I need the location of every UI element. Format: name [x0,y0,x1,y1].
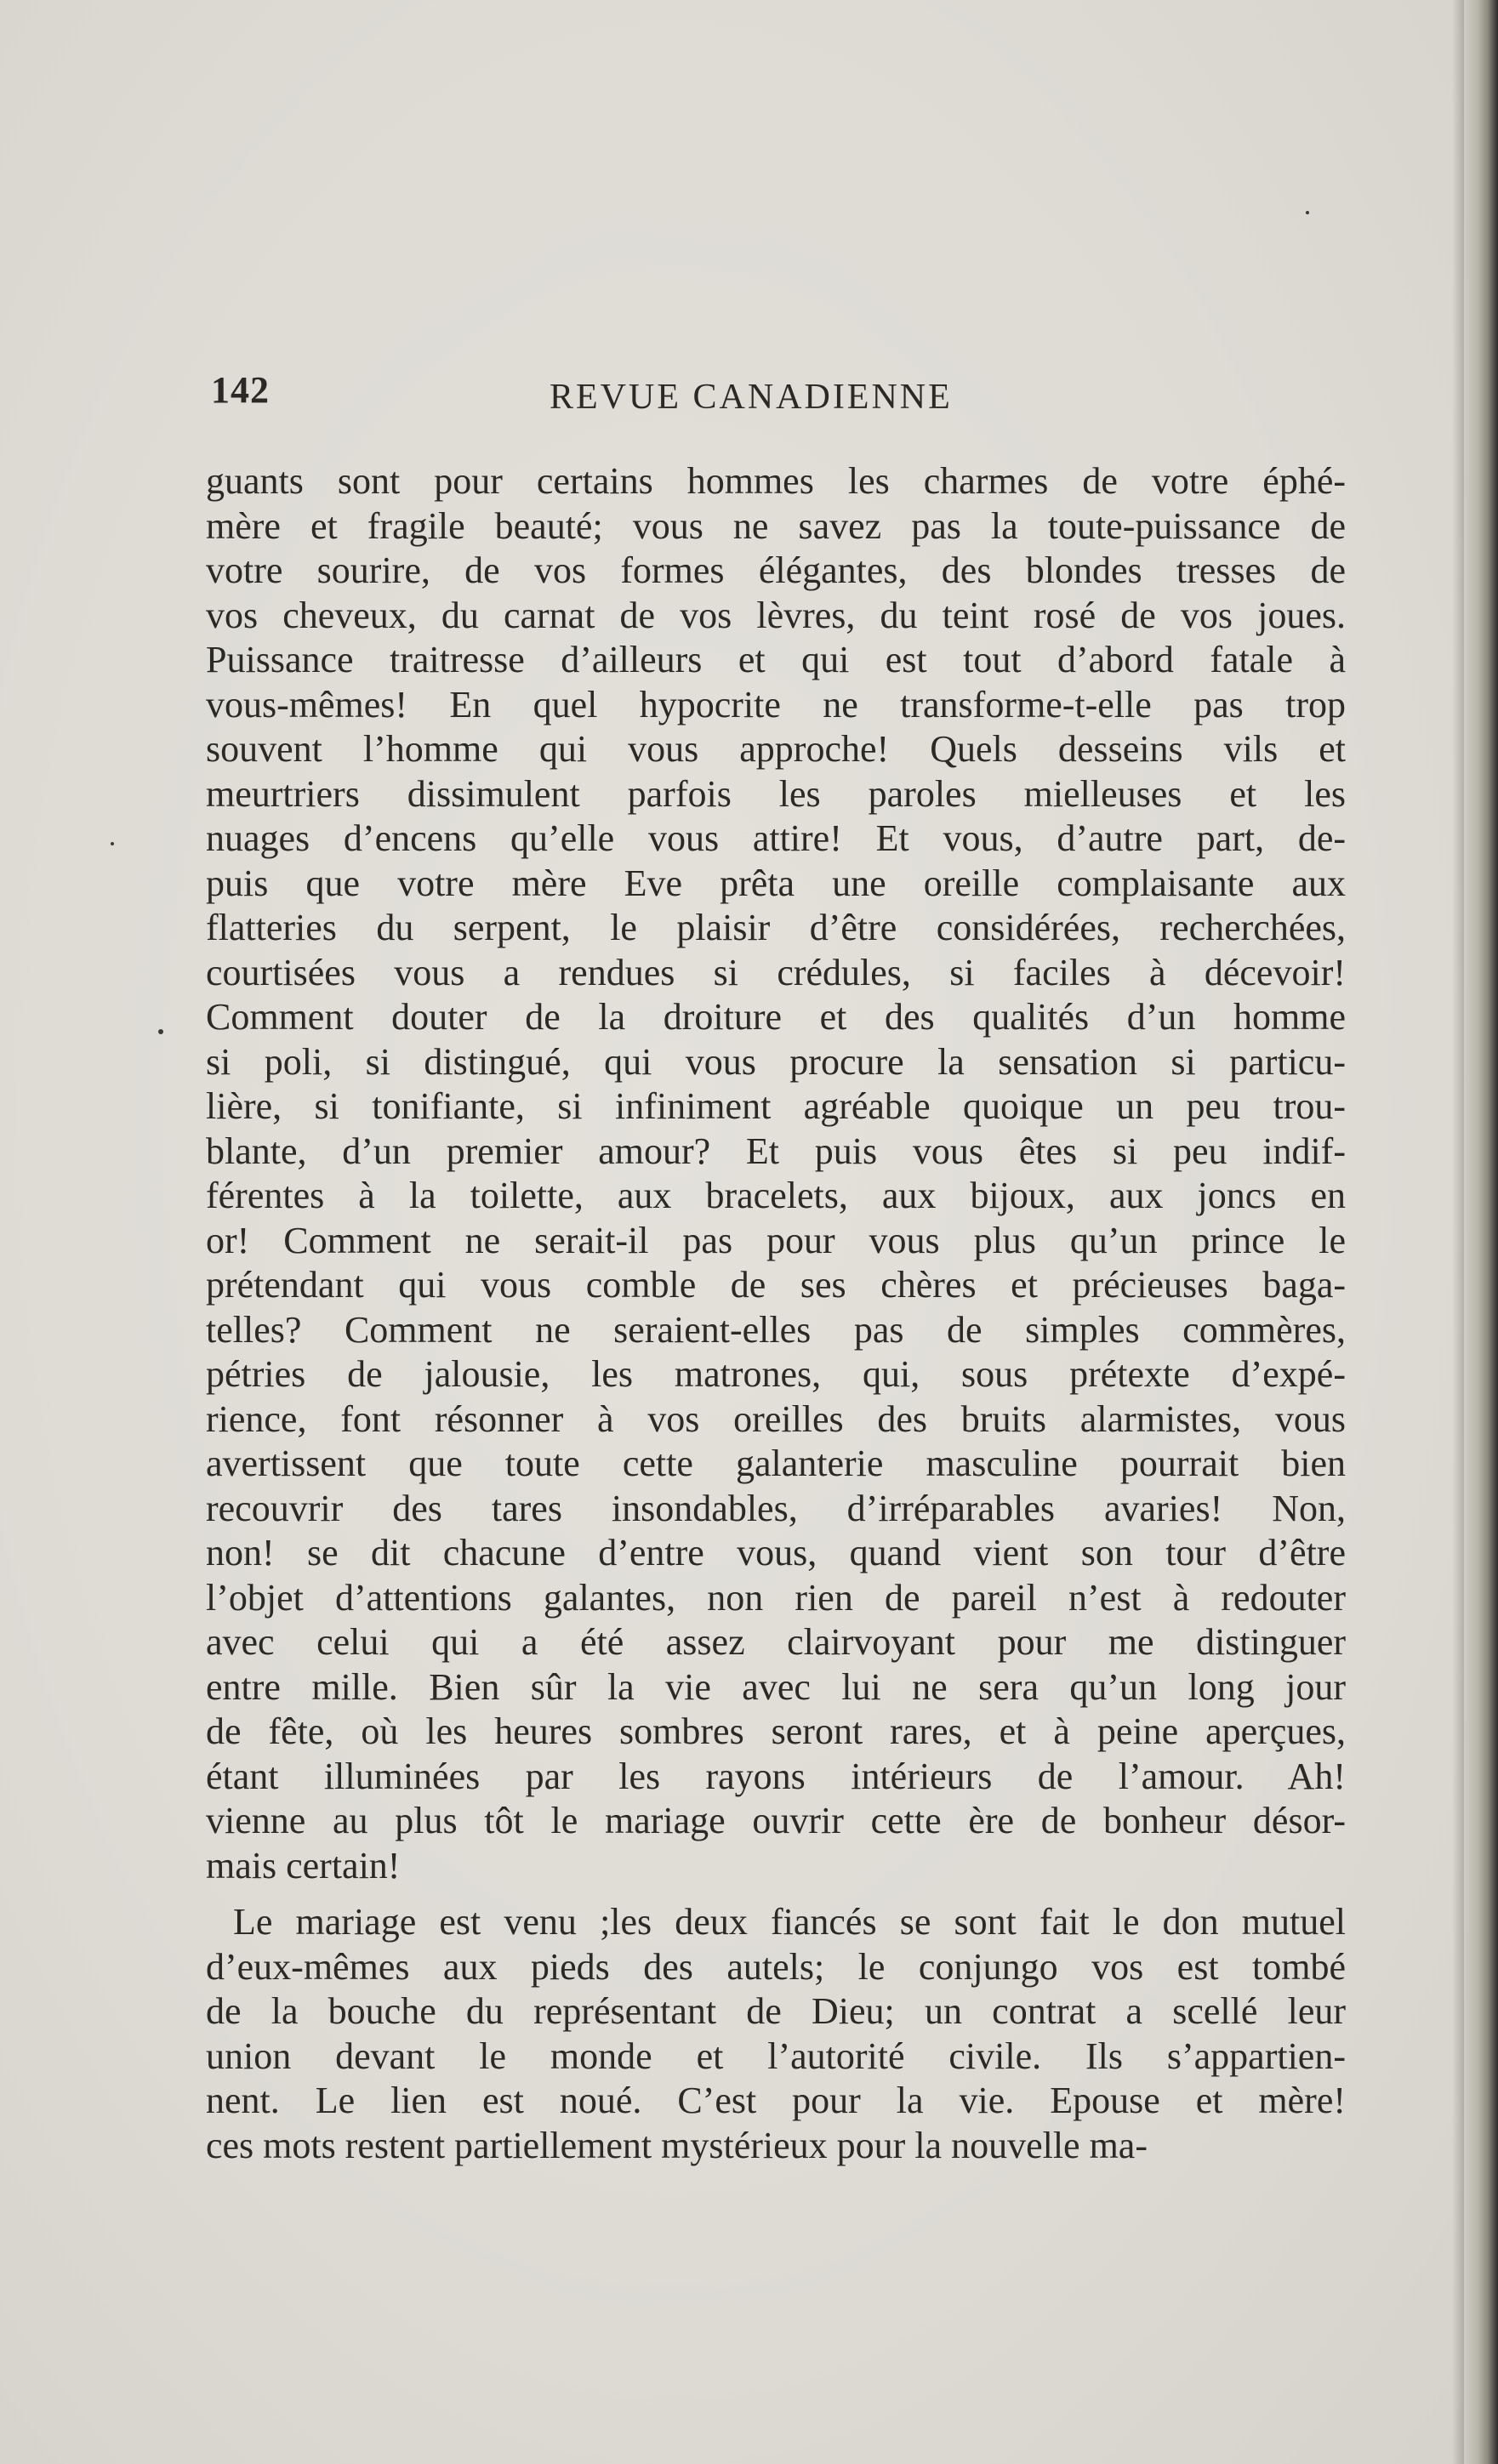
running-title: REVUE CANADIENNE [550,378,953,417]
text-line: telles? Comment ne seraient-elles pas de simples commères, [206,1308,1346,1351]
page-fold-shadow [1452,0,1464,2464]
text-line: avec celui qui a été assez clairvoyant pour me distinguer [206,1621,1346,1663]
paragraph-gap [206,1888,1346,1900]
text-line: vous-mêmes! En quel hypocrite ne transforme-t-elle pas trop [206,683,1346,726]
text-line: votre sourire, de vos formes élégantes, des blondes tresses de [206,549,1346,591]
text-line: blante, d’un premier amour? Et puis vous êtes si peu indif- [206,1130,1346,1172]
text-line: nuages d’encens qu’elle vous attire! Et vous, d’autre part, de- [206,817,1346,859]
text-line: d’eux-mêmes aux pieds des autels; le conjungo vos est tombé [206,1945,1346,1988]
text-line: étant illuminées par les rayons intérieurs de l’amour. Ah! [206,1755,1346,1797]
page-number: 142 [211,369,270,411]
text-line: Comment douter de la droiture et des qualités d’un homme [206,996,1346,1038]
text-line: si poli, si distingué, qui vous procure la sensation si particu- [206,1040,1346,1083]
paragraph [206,459,1346,1888]
text-line: l’objet d’attentions galantes, non rien de pareil n’est à redouter [206,1576,1346,1619]
text-line: mais certain! [206,1844,401,1886]
page-header [211,361,1342,421]
ink-speck [111,842,114,845]
text-line: puis que votre mère Eve prêta une oreille complaisante aux [206,862,1346,904]
body-text [206,459,1346,2168]
text-line: entre mille. Bien sûr la vie avec lui ne sera qu’un long jour [206,1665,1346,1708]
text-line: souvent l’homme qui vous approche! Quels desseins vils et [206,728,1346,770]
page-edge [1464,0,1498,2464]
text-line: Le mariage est venu ;les deux fiancés se sont fait le don mutuel [233,1901,1346,1943]
text-line: mère et fragile beauté; vous ne savez pas la toute-puissance de [206,504,1346,547]
text-line: avertissent que toute cette galanterie masculine pourrait bien [206,1443,1346,1484]
text-line: guants sont pour certains hommes les charmes de votre éphé- [206,460,1346,502]
text-line: Puissance traitresse d’ailleurs et qui est tout d’abord fatale à [206,639,1346,680]
paragraph [206,1900,1346,2168]
text-line: meurtriers dissimulent parfois les paroles mielleuses et les [206,772,1346,815]
text-line: flatteries du serpent, le plaisir d’être considérées, recherchées, [206,907,1346,948]
ink-speck [1306,211,1309,214]
text-line: prétendant qui vous comble de ses chères et précieuses baga- [206,1264,1346,1306]
text-line: rience, font résonner à vos oreilles des bruits alarmistes, vous [206,1397,1346,1440]
text-line: or! Comment ne serait-il pas pour vous plus qu’un prince le [206,1219,1346,1261]
text-line: nent. Le lien est noué. C’est pour la vie. Epouse et mère! [206,2080,1346,2121]
ink-speck [158,1029,163,1034]
text-line: de la bouche du représentant de Dieu; un contrat a scellé leur [206,1990,1346,2032]
text-line: ces mots restent partiellement mystérieux pour la nouvelle ma- [206,2124,1148,2166]
text-line: de fête, où les heures sombres seront rares, et à peine aperçues, [206,1710,1346,1752]
text-line: non! se dit chacune d’entre vous, quand vient son tour d’être [206,1532,1346,1573]
text-line: férentes à la toilette, aux bracelets, aux bijoux, aux joncs en [206,1175,1346,1216]
text-line: recouvrir des tares insondables, d’irréparables avaries! Non, [206,1487,1346,1529]
text-line: vos cheveux, du carnat de vos lèvres, du teint rosé de vos joues. [206,594,1346,636]
text-line: pétries de jalousie, les matrones, qui, sous prétexte d’expé- [206,1353,1346,1395]
text-line: lière, si tonifiante, si infiniment agréable quoique un peu trou- [206,1085,1346,1127]
text-line: union devant le monde et l’autorité civile. Ils s’appartien- [206,2034,1346,2077]
text-line: vienne au plus tôt le mariage ouvrir cette ère de bonheur désor- [206,1800,1346,1841]
text-line: courtisées vous a rendues si crédules, si faciles à décevoir! [206,951,1346,993]
